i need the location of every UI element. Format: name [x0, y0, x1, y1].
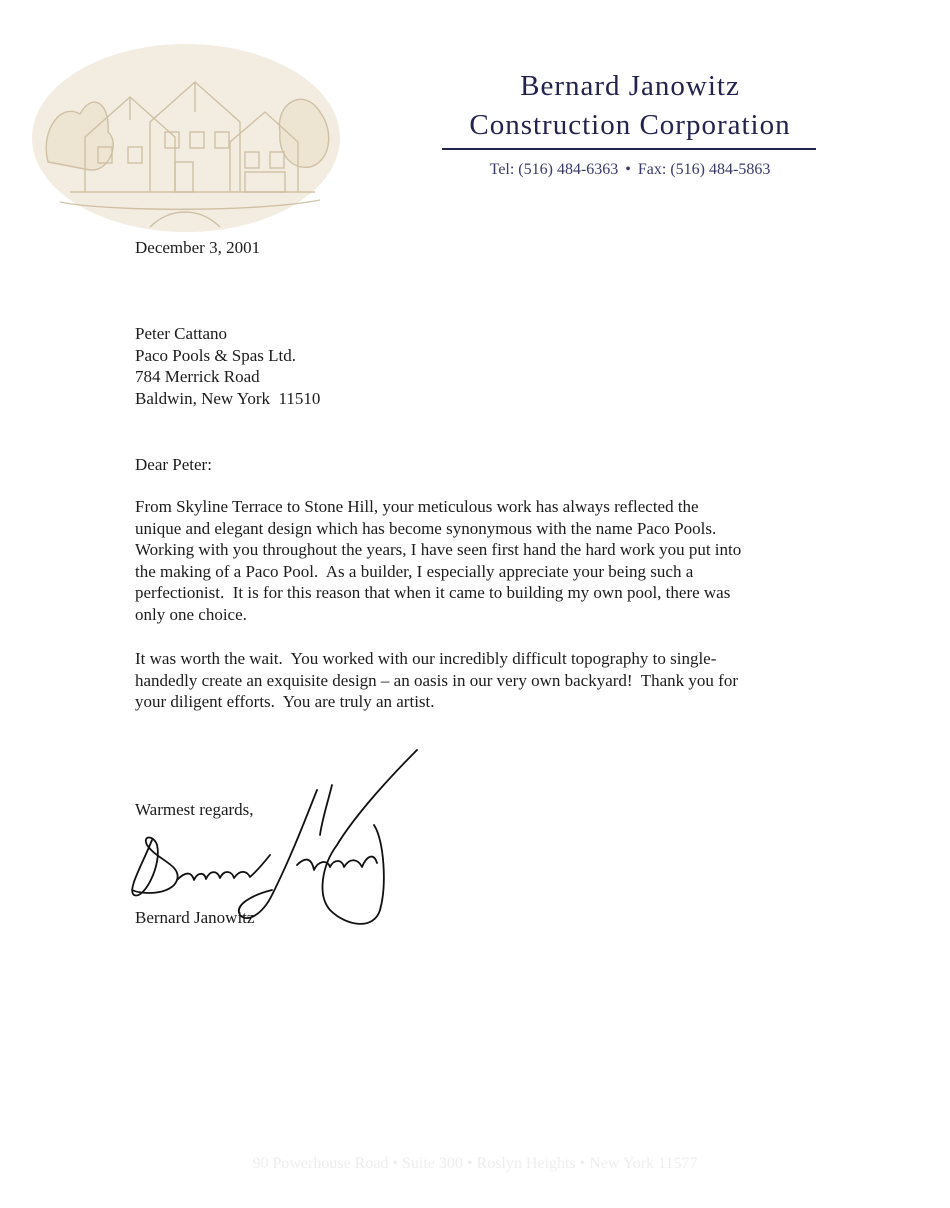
recipient-company: Paco Pools & Spas Ltd. [135, 345, 297, 365]
paragraph-line: unique and elegant design which has become synonymous with the name Paco Pools. [135, 518, 717, 538]
recipient-address [135, 323, 320, 409]
company-name-line1: Bernard Janowitz [520, 70, 740, 102]
paragraph-line: only one choice. [135, 604, 247, 624]
paragraph-line: perfectionist. It is for this reason that when it came to building my own pool, there was [135, 583, 731, 603]
recipient-street: 784 Merrick Road [135, 367, 260, 387]
signer-name: Bernard Janowitz [135, 908, 255, 927]
paragraph-line: handedly create an exquisite design – an oasis in our very own backyard! Thank you for [135, 670, 739, 690]
salutation: Dear Peter: [135, 455, 212, 474]
paragraph-line: Working with you throughout the years, I have seen first hand the hard work you put into [135, 540, 742, 560]
house-sketch-icon [30, 42, 342, 234]
recipient-name: Peter Cattano [135, 324, 228, 343]
footer-address: 90 Powerhouse Road • Suite 300 • Roslyn Heights • New York 11577 [252, 1155, 698, 1172]
company-name-line2: Construction Corporation [469, 109, 791, 141]
telephone-number: Tel: (516) 484-6363 [489, 161, 619, 178]
body-paragraph-2 [135, 648, 825, 713]
body-paragraph-1 [135, 496, 815, 626]
closing: Warmest regards, [135, 800, 254, 819]
recipient-city: Baldwin, New York 11510 [135, 388, 321, 408]
fax-number: Fax: (516) 484-5863 [637, 161, 771, 178]
letterhead-divider [442, 148, 816, 150]
contact-separator: • [625, 161, 631, 178]
contact-line [440, 161, 820, 179]
paragraph-line: From Skyline Terrace to Stone Hill, your meticulous work has always reflected the [135, 497, 699, 516]
paragraph-line: your diligent efforts. You are truly an artist. [135, 692, 435, 712]
letter-date: December 3, 2001 [135, 238, 261, 257]
paragraph-line: the making of a Paco Pool. As a builder, I especially appreciate your being such a [135, 561, 694, 581]
paragraph-line: It was worth the wait. You worked with our incredibly difficult topography to single- [135, 649, 717, 668]
